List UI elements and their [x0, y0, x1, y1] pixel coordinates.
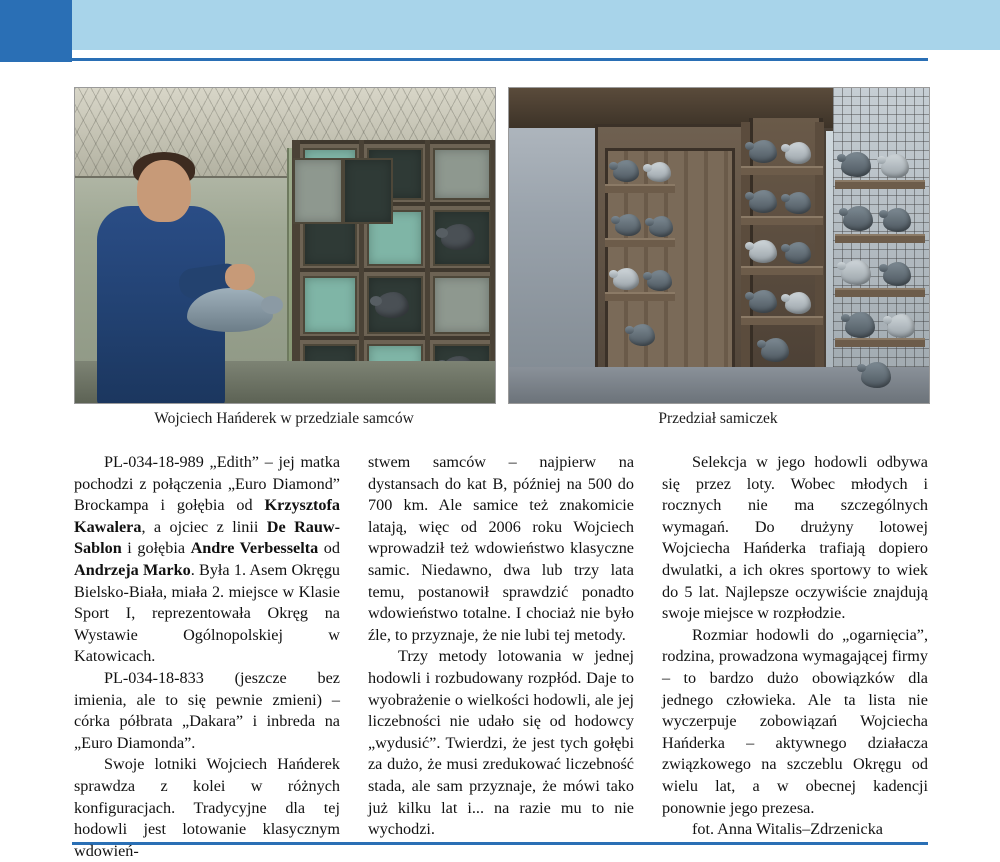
- paragraph: PL-034-18-833 (jeszcze bez imienia, ale to się pewnie zmieni) – córka półbrata „Dakara” i inbreda na „Euro Diamonda”.: [74, 668, 340, 752]
- paragraph: Trzy metody lotowania w jednej hodowli i rozbudowany rozpłód. Daje to wyobrażenie o wielkości hodowli, ale jej liczebności nie udało się od hodowcy „wydusić”. Twierdzi, że jest tych gołębi za dużo, że musi zredukować liczebność stada, ale sam przyznaje, że mówi tako już kilku lat i... na razie mu to nie wychodzi.: [368, 647, 634, 839]
- paragraph: Selekcja w jego hodowli odbywa się przez loty. Wobec młodych i rocznych nie ma szczególnych wymagań. Do drużyny lotowej Wojciecha Hańderka trafiają dopiero dwulatki, a ich okres sportowy to wiek do 5 lat. Najlepsze oczywiście znajdują swoje miejsce w rozpłodzie.: [662, 453, 928, 623]
- article-body: [74, 452, 928, 860]
- photo-hens-section: [508, 87, 930, 404]
- article-column-1: [74, 452, 340, 862]
- article-column-2: [368, 452, 634, 841]
- photo-credit: fot. Anna Witalis–Zdrzenicka: [692, 820, 883, 839]
- paragraph: Rozmiar hodowli do „ogarnięcia”, rodzina, prowadzona wymagającej firmy – to bardzo dużo obowiązków dla jednego człowieka. Ale ta lista nie wyczerpuje zobowiązań Wojciecha Hańderka – aktywnego działacza związkowego na szczeblu Okręgu od wielu lat, a w obecnej kadencji ponownie jego prezesa.: [662, 625, 928, 817]
- photo-man-in-loft: [74, 87, 496, 404]
- article-column-3: [662, 452, 928, 841]
- header-accent-block: [0, 0, 72, 62]
- header-light-band: [72, 0, 1000, 50]
- photo-caption-right: Przedział samiczek: [658, 410, 778, 427]
- paragraph: Swoje lotniki Wojciech Hańderek sprawdza z kolei w różnych konfiguracjach. Tradycyjne dla tej hodowli jest lotowanie klasycznym wdowień-: [74, 755, 340, 860]
- paragraph: PL-034-18-989 „Edith” – jej matka pochodzi z połączenia „Euro Diamond” Brockampa i gołębia od Krzysztofa Kawalera, a ojciec z linii De Rauw-Sablon i gołębia Andre Verbesselta od Andrzeja Marko. Była 1. Asem Okręgu Bielsko-Biała, miała 2. miejsce w Klasie Sport I, reprezentowała Okręg na Wystawie Ogólnopolskiej w Katowicach.: [74, 453, 341, 666]
- header-rule: [72, 58, 928, 61]
- page-header-band: [0, 0, 1000, 62]
- photo-caption-left: Wojciech Hańderek w przedziale samców: [154, 410, 414, 427]
- paragraph: stwem samców – najpierw na dystansach do kat B, później na 500 do 700 km. Ale samice też znakomicie latają, więc od 2006 roku Wojciech wprowadził też wdowieństwo klasyczne samic. Niedawno, dwa lub trzy lata temu, postanowił sprawdzić ponadto wdowieństwo totalne. I chociaż nie było źle, to przyznaje, że nie lubi tej metody.: [368, 453, 634, 644]
